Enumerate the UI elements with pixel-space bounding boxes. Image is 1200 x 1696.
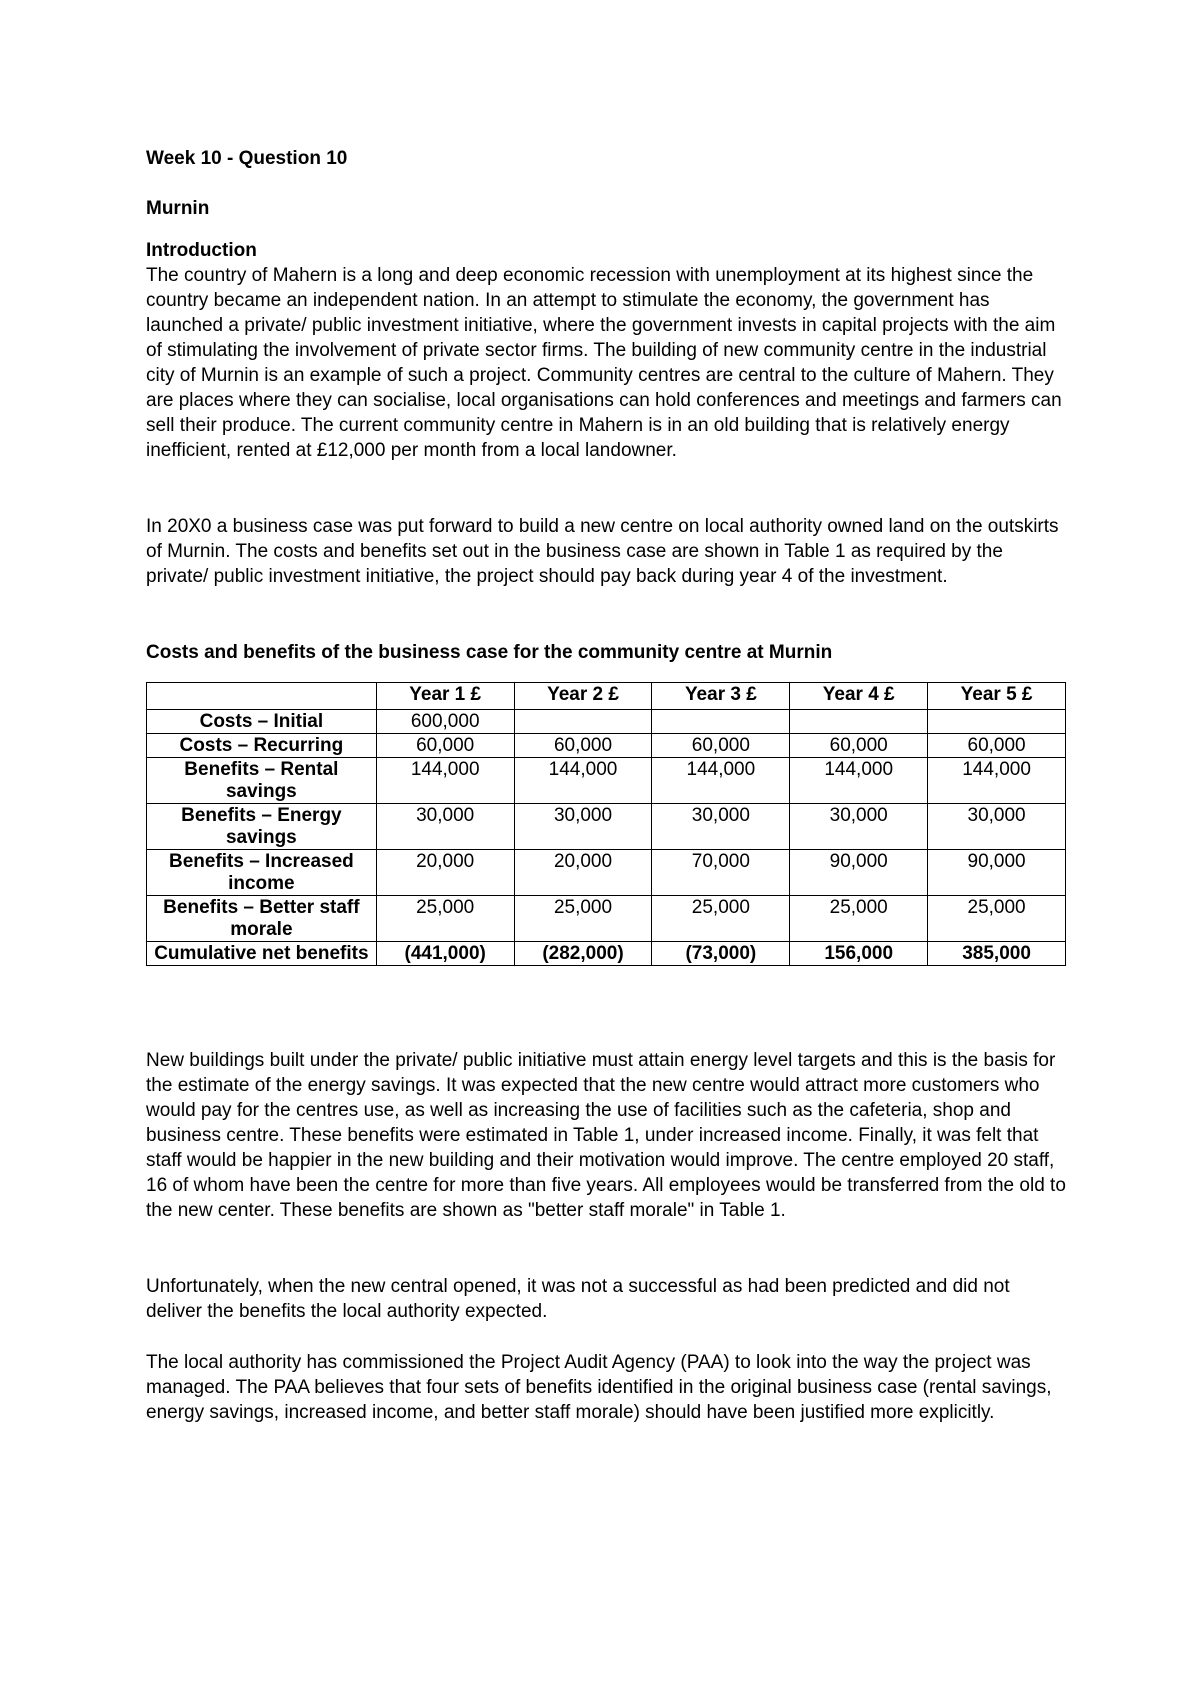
table-cell: 25,000	[790, 896, 928, 942]
table-row	[147, 850, 1066, 896]
row-label: Costs – Recurring	[147, 734, 377, 758]
case-name: Murnin	[146, 198, 210, 219]
row-label: Cumulative net benefits	[147, 942, 377, 966]
table-cell: 60,000	[376, 734, 514, 758]
table-cell: 70,000	[652, 850, 790, 896]
table-cell: 20,000	[514, 850, 652, 896]
table-cell	[652, 710, 790, 734]
table-cell: 144,000	[928, 758, 1066, 804]
row-label: Benefits – Energy savings	[147, 804, 377, 850]
benefits-explanation-paragraph: New buildings built under the private/ public initiative must attain energy level targets and this is the basis for the estimate of the energy savings. It was expected that the new centre would attract more customers who would pay for the centres use, as well as increasing the use of facilities such as the cafeteria, shop and business centre. These benefits were estimated in Table 1, under increased income. Finally, it was felt that staff would be happier in the new building and their motivation would improve. The centre employed 20 staff, 16 of whom have been the centre for more than five years. All employees would be transferred from the old to the new center. These benefits are shown as "better staff morale" in Table 1.	[146, 1050, 1066, 1221]
table-header-cell: Year 5 £	[928, 683, 1066, 710]
business-case-paragraph: In 20X0 a business case was put forward to build a new centre on local authority owned land on the outskirts of Murnin. The costs and benefits set out in the business case are shown in Table 1 as required by the private/ public investment initiative, the project should pay back during year 4 of the investment.	[146, 516, 1059, 587]
table-header-cell: Year 2 £	[514, 683, 652, 710]
table-cell: (282,000)	[514, 942, 652, 966]
table-cell: 144,000	[790, 758, 928, 804]
table-cell: 25,000	[652, 896, 790, 942]
table-cell: 60,000	[652, 734, 790, 758]
table-cell: 60,000	[790, 734, 928, 758]
table-cell: 60,000	[514, 734, 652, 758]
costs-benefits-table	[146, 682, 1066, 966]
table-row	[147, 804, 1066, 850]
table-row	[147, 758, 1066, 804]
table-cell	[790, 710, 928, 734]
table-cell: 144,000	[652, 758, 790, 804]
introduction-section	[146, 238, 1066, 463]
introduction-paragraph: The country of Mahern is a long and deep economic recession with unemployment at its highest since the country became an independent nation. In an attempt to stimulate the economy, the government has launched a private/ public investment initiative, where the government invests in capital projects with the aim of stimulating the involvement of private sector firms. The building of new community centre in the industrial city of Murnin is an example of such a project. Community centres are central to the culture of Mahern. They are places where they can socialise, local organisations can hold conferences and meetings and farmers can sell their produce. The current community centre in Mahern is in an old building that is relatively energy inefficient, rented at £12,000 per month from a local landowner.	[146, 265, 1062, 461]
row-label: Costs – Initial	[147, 710, 377, 734]
table-cell: (441,000)	[376, 942, 514, 966]
introduction-heading: Introduction	[146, 240, 257, 261]
table-cell: 30,000	[514, 804, 652, 850]
row-label: Benefits – Better staff morale	[147, 896, 377, 942]
outcome-paragraph: Unfortunately, when the new central opened, it was not a successful as had been predicted and did not deliver the benefits the local authority expected.	[146, 1276, 1010, 1322]
table-cell	[514, 710, 652, 734]
table-cell	[928, 710, 1066, 734]
table-cell: 144,000	[376, 758, 514, 804]
table-row	[147, 896, 1066, 942]
table-header-cell	[147, 683, 377, 710]
table-cell: 30,000	[928, 804, 1066, 850]
table-row	[147, 710, 1066, 734]
table-total-row	[147, 942, 1066, 966]
table-header-cell: Year 3 £	[652, 683, 790, 710]
table-header-cell: Year 1 £	[376, 683, 514, 710]
audit-paragraph: The local authority has commissioned the Project Audit Agency (PAA) to look into the way the project was managed. The PAA believes that four sets of benefits identified in the original business case (rental savings, energy savings, increased income, and better staff morale) should have been justified more explicitly.	[146, 1352, 1052, 1423]
table-cell: 30,000	[652, 804, 790, 850]
table-cell: 385,000	[928, 942, 1066, 966]
table-cell: 90,000	[790, 850, 928, 896]
page-heading: Week 10 - Question 10	[146, 148, 348, 169]
table-row	[147, 734, 1066, 758]
table-cell: 156,000	[790, 942, 928, 966]
table-cell: 25,000	[376, 896, 514, 942]
table-cell: (73,000)	[652, 942, 790, 966]
table-cell: 30,000	[790, 804, 928, 850]
row-label: Benefits – Increased income	[147, 850, 377, 896]
table-cell: 60,000	[928, 734, 1066, 758]
table-header-row	[147, 683, 1066, 710]
table-header-cell: Year 4 £	[790, 683, 928, 710]
row-label: Benefits – Rental savings	[147, 758, 377, 804]
table-cell: 600,000	[376, 710, 514, 734]
table-cell: 90,000	[928, 850, 1066, 896]
table-cell: 25,000	[928, 896, 1066, 942]
table-cell: 144,000	[514, 758, 652, 804]
table-title: Costs and benefits of the business case for the community centre at Murnin	[146, 642, 833, 663]
table-cell: 20,000	[376, 850, 514, 896]
table-cell: 25,000	[514, 896, 652, 942]
table-cell: 30,000	[376, 804, 514, 850]
